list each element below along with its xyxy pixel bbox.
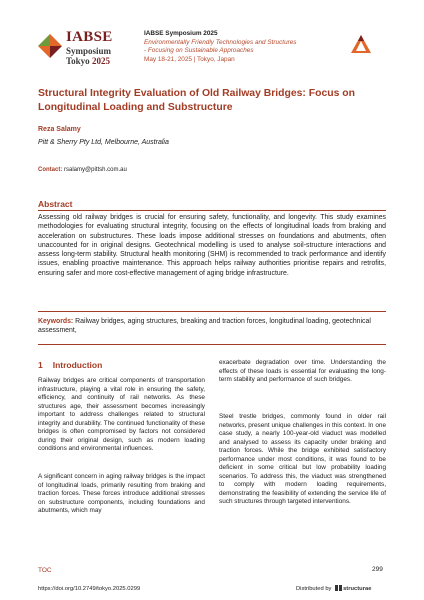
intro-paragraph: exacerbate degradation over time. Understanding the effects of these loads is essential for evaluating the long-term stability and performance of such bridges. — [219, 359, 386, 384]
distributor-credit — [296, 585, 371, 592]
logo-city: Tokyo — [66, 56, 90, 66]
intro-left-column — [38, 377, 205, 454]
symposium-theme-line1: Environmentally Friendly Technologies and Structures — [144, 38, 297, 46]
structurae-logo-icon — [335, 585, 342, 591]
keywords — [38, 317, 386, 336]
doi-link[interactable]: https://doi.org/10.2749/tokyo.2025.0299 — [38, 586, 141, 592]
title-line1: Structural Integrity Evaluation of Old Railway Bridges: Focus on — [38, 88, 355, 99]
author-name: Reza Salamy — [38, 126, 81, 133]
abstract-bottom-rule — [38, 311, 386, 312]
iabse-logo-text — [66, 30, 113, 66]
iabse-logo-icon — [36, 32, 66, 60]
contact-label: Contact: — [38, 167, 63, 173]
abstract-heading: Abstract — [38, 199, 73, 209]
contact-email[interactable]: rsalamy@pittsh.com.au — [64, 167, 127, 173]
section-number: 1 — [38, 360, 43, 370]
logo-year: 2025 — [91, 56, 110, 66]
symposium-info — [144, 30, 297, 64]
intro-left-column-p2 — [38, 473, 205, 516]
intro-right-column — [219, 359, 386, 385]
logo-line3 — [66, 57, 113, 66]
abstract-text: Assessing old railway bridges is crucial for ensuring safety, functionality, and longevity. This study examines methodologies for evaluating structural integrity, focusing on the effects of longitudinal loads from braking and acceleration on substructures. These loads impose additional stresses on foundations and abutments, often unaccounted for in original designs. Geotechnical modelling is used to analyse soil-structure interactions and assess long-term stability. Structural health monitoring (SHM) is recommended to track performance and identify issues, enabling proactive maintenance. This approach helps railway authorities prioritise repairs and retrofits, ensuring safer and more cost-effective management of aging bridge infrastructure. — [38, 214, 386, 277]
intro-paragraph: Steel trestle bridges, commonly found in older rail networks, present unique challenges in this context. In one case study, a nearly 100-year-old viaduct was modelled and analysed to assess its capacity under braking and traction forces. While the bridge exhibited satisfactory performance under most conditions, it was found to be deficient in some critical but low probability loading scenarios. To address this, the viaduct was strengthened to comply with modern loading requirements, demonstrating the feasibility of extending the service life of such structures through targeted interventions. — [219, 413, 386, 506]
title-line2: Longitudinal Loading and Substructure — [38, 101, 233, 113]
keywords-text: Railway bridges, aging structures, breaking and traction forces, longitudinal loading, geotechnical assessment, — [38, 318, 371, 335]
distributed-by-label: Distributed by — [296, 586, 332, 592]
intro-right-column-p2 — [219, 413, 386, 507]
intro-paragraph: Railway bridges are critical components of transportation infrastructure, playing a vital role in ensuring the safety, efficiency, and continuity of rail networks. As these structures age, their assessment becomes increasingly important to address challenges related to structural integrity and durability. The continued functionality of these bridges is often compromised by factors not considered during their original design, such as modern loading conditions and environmental influences. — [38, 377, 205, 453]
symposium-dates: May 18-21, 2025 | Tokyo, Japan — [144, 55, 235, 63]
symposium-theme-line2: - Focusing on Sustainable Approaches — [144, 47, 254, 55]
page-header — [0, 0, 424, 82]
toc-link[interactable]: TOC — [38, 567, 52, 574]
logo-line1: IABSE — [66, 29, 113, 45]
logo-line2: Symposium — [66, 46, 112, 56]
symposium-title: IABSE Symposium 2025 — [144, 30, 218, 37]
section-title: Introduction — [52, 360, 103, 370]
paper-title — [38, 87, 378, 114]
abstract-top-rule — [38, 210, 386, 211]
keywords-bottom-rule — [38, 344, 386, 345]
author-affiliation: Pitt & Sherry Pty Ltd, Melbourne, Australia — [38, 139, 169, 146]
publisher-logo-icon — [350, 34, 372, 54]
keywords-label: Keywords: — [38, 318, 74, 325]
section-heading-introduction — [38, 360, 102, 370]
page-number: 299 — [372, 566, 383, 573]
distributor-name[interactable]: structurae — [343, 586, 372, 592]
intro-paragraph: A significant concern in aging railway bridges is the impact of longitudinal loads, primarily resulting from braking and traction forces. These forces introduce additional stresses on substructure components, including foundations and abutments, which may — [38, 473, 205, 515]
contact-line — [38, 167, 127, 173]
